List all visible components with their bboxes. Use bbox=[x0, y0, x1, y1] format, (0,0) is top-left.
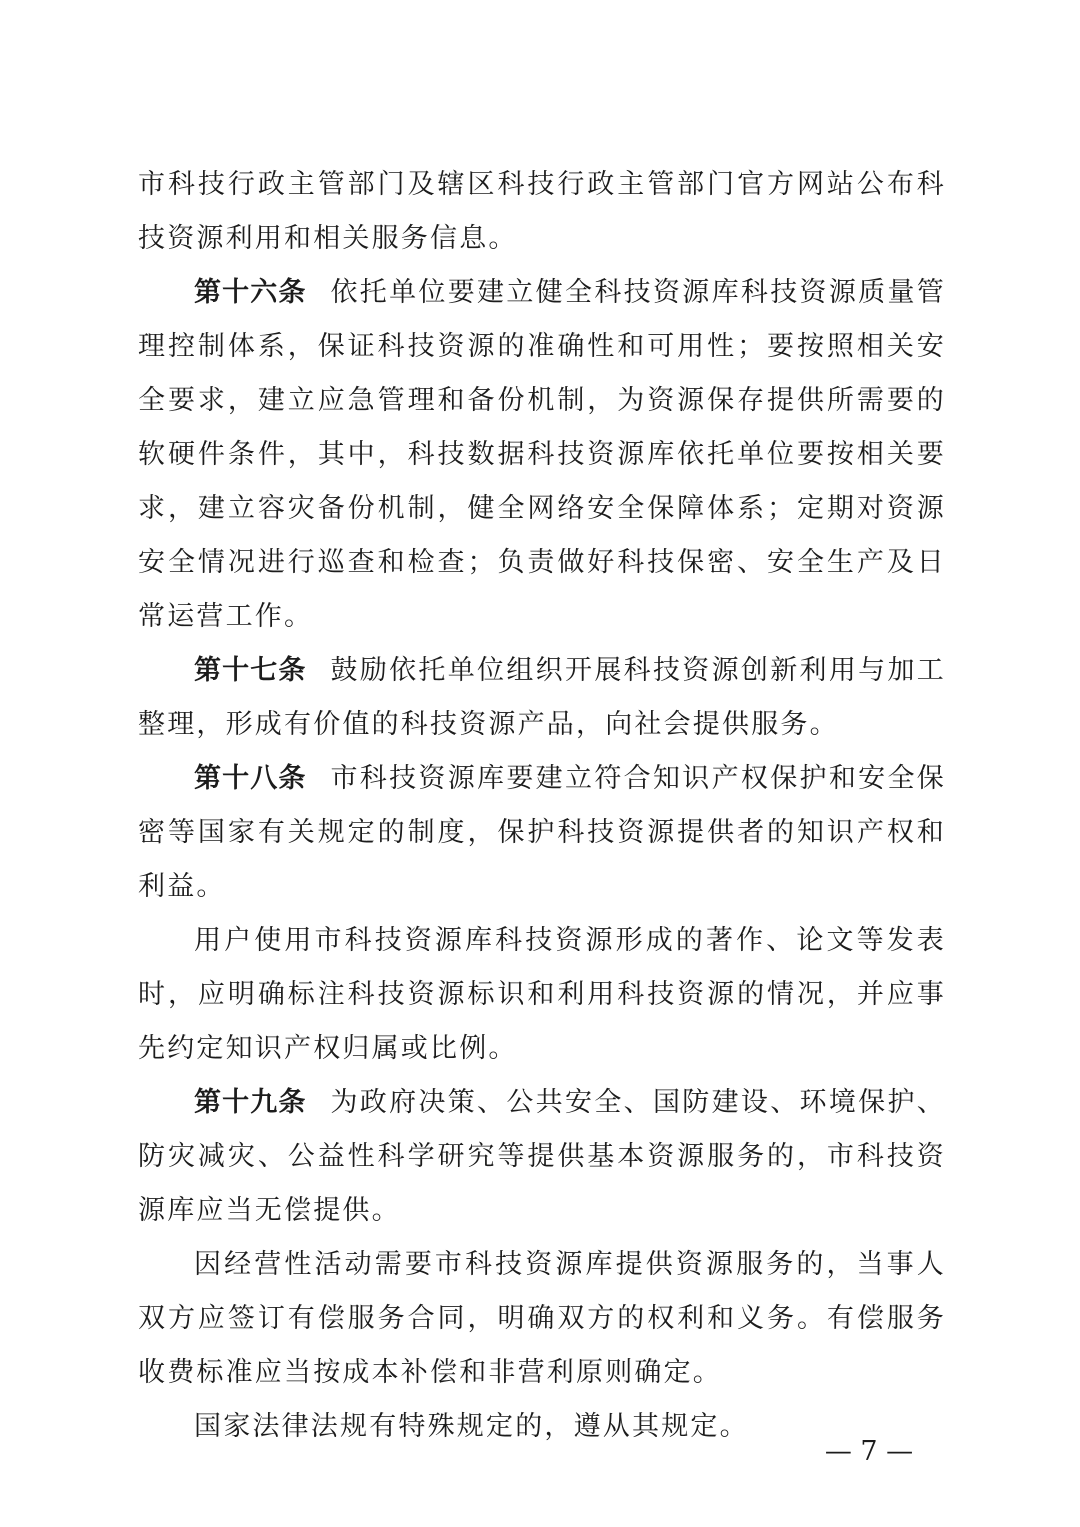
article-18 bbox=[138, 752, 946, 914]
paragraph-text: 为政府决策、公共安全、国防建设、环境保护、防灾减灾、公益性科学研究等提供基本资源服务的，市科技资源库应当无偿提供。 bbox=[138, 1087, 946, 1226]
article-number: 第十七条 bbox=[194, 655, 307, 686]
article-16 bbox=[138, 266, 946, 644]
page-number: — 7 — bbox=[824, 1436, 914, 1467]
article-19-clause-2 bbox=[138, 1238, 946, 1400]
article-18-clause-2 bbox=[138, 914, 946, 1076]
paragraph-text: 市科技行政主管部门及辖区科技行政主管部门官方网站公布科技资源利用和相关服务信息。 bbox=[138, 169, 946, 254]
article-17 bbox=[138, 644, 946, 752]
document-body bbox=[138, 158, 946, 1454]
paragraph-text: 依托单位要建立健全科技资源库科技资源质量管理控制体系，保证科技资源的准确性和可用性；要按照相关安全要求，建立应急管理和备份机制，为资源保存提供所需要的软硬件条件，其中，科技数据科技资源库依托单位要按相关要求，建立容灾备份机制，健全网络安全保障体系；定期对资源安全情况进行巡查和检查；负责做好科技保密、安全生产及日常运营工作。 bbox=[138, 277, 946, 632]
article-19 bbox=[138, 1076, 946, 1238]
article-number: 第十六条 bbox=[194, 277, 307, 308]
paragraph-continuation bbox=[138, 158, 946, 266]
article-number: 第十九条 bbox=[194, 1087, 307, 1118]
paragraph-text: 市科技资源库要建立符合知识产权保护和安全保密等国家有关规定的制度，保护科技资源提供者的知识产权和利益。 bbox=[138, 763, 946, 902]
paragraph-text: 国家法律法规有特殊规定的，遵从其规定。 bbox=[194, 1411, 749, 1442]
paragraph-text: 鼓励依托单位组织开展科技资源创新利用与加工整理，形成有价值的科技资源产品，向社会提供服务。 bbox=[138, 655, 946, 740]
paragraph-text: 因经营性活动需要市科技资源库提供资源服务的，当事人双方应签订有偿服务合同，明确双方的权利和义务。有偿服务收费标准应当按成本补偿和非营利原则确定。 bbox=[138, 1249, 946, 1388]
article-number: 第十八条 bbox=[194, 763, 307, 794]
paragraph-text: 用户使用市科技资源库科技资源形成的著作、论文等发表时，应明确标注科技资源标识和利用科技资源的情况，并应事先约定知识产权归属或比例。 bbox=[138, 925, 946, 1064]
